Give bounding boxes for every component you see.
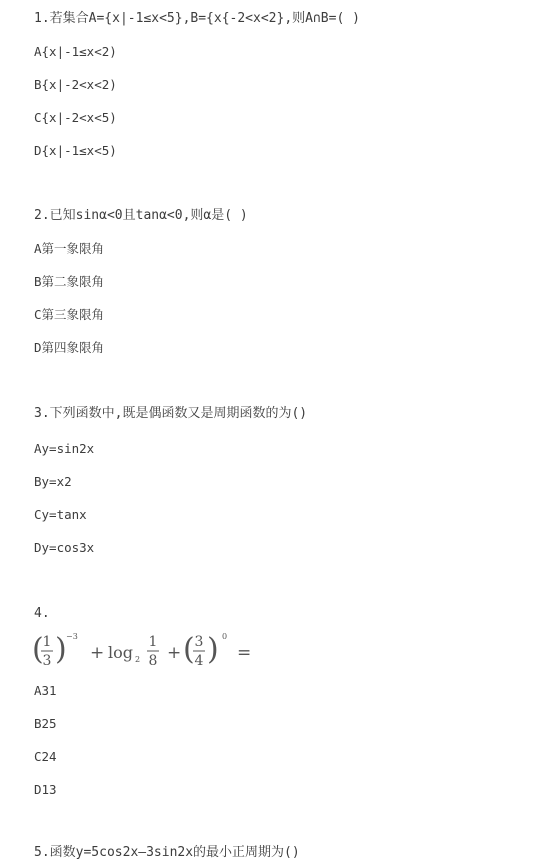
question-2-option-c: C第三象限角: [34, 307, 105, 322]
question-3-option-a: Ay=sin2x: [34, 441, 95, 456]
question-2-stem: 2.已知sinα<0且tanα<0,则α是( ): [34, 208, 248, 223]
question-4-option-c: C24: [34, 749, 57, 764]
equals-sign: =: [237, 643, 252, 663]
log-base: 2: [135, 655, 141, 664]
question-4-stem: 4.: [34, 606, 50, 621]
formula-graphic: [32, 630, 262, 672]
question-3-option-d: Dy=cos3x: [34, 540, 95, 555]
frac1-numerator: 1: [42, 634, 52, 650]
paren-close-1: ): [55, 632, 67, 667]
question-2-option-a: A第一象限角: [34, 241, 105, 256]
question-4-formula: [32, 630, 262, 672]
question-2-option-d: D第四象限角: [34, 340, 105, 355]
exponent-3: 0: [222, 632, 228, 641]
frac2-denominator: 8: [148, 653, 158, 669]
frac1-denominator: 3: [42, 653, 52, 669]
question-3-option-b: By=x2: [34, 474, 72, 489]
log-label: log: [108, 643, 133, 662]
question-1-option-d: D{x|-1≤x<5): [34, 143, 117, 158]
question-5-stem: 5.函数y=5cos2x—3sin2x的最小正周期为(): [34, 845, 300, 860]
plus-sign-1: +: [90, 643, 105, 663]
frac2-numerator: 1: [148, 634, 158, 650]
question-3-stem: 3.下列函数中,既是偶函数又是周期函数的为(): [34, 406, 308, 421]
question-3-option-c: Cy=tanx: [34, 507, 87, 522]
question-1-stem: 1.若集合A={x|-1≤x<5},B={x{-2<x<2},则A∩B=( ): [34, 11, 360, 26]
question-1-option-a: A{x|-1≤x<2): [34, 44, 117, 59]
question-4-option-b: B25: [34, 716, 57, 731]
question-4-option-a: A31: [34, 683, 57, 698]
question-1-option-b: B{x|-2<x<2): [34, 77, 117, 92]
paren-open-1: (: [32, 632, 44, 667]
question-4-option-d: D13: [34, 782, 57, 797]
frac3-numerator: 3: [194, 634, 204, 650]
exponent-1: −3: [66, 632, 78, 641]
plus-sign-2: +: [167, 643, 182, 663]
paren-open-2: (: [183, 632, 195, 667]
paren-close-2: ): [207, 632, 219, 667]
frac3-denominator: 4: [194, 653, 204, 669]
question-1-option-c: C{x|-2<x<5): [34, 110, 117, 125]
question-2-option-b: B第二象限角: [34, 274, 105, 289]
